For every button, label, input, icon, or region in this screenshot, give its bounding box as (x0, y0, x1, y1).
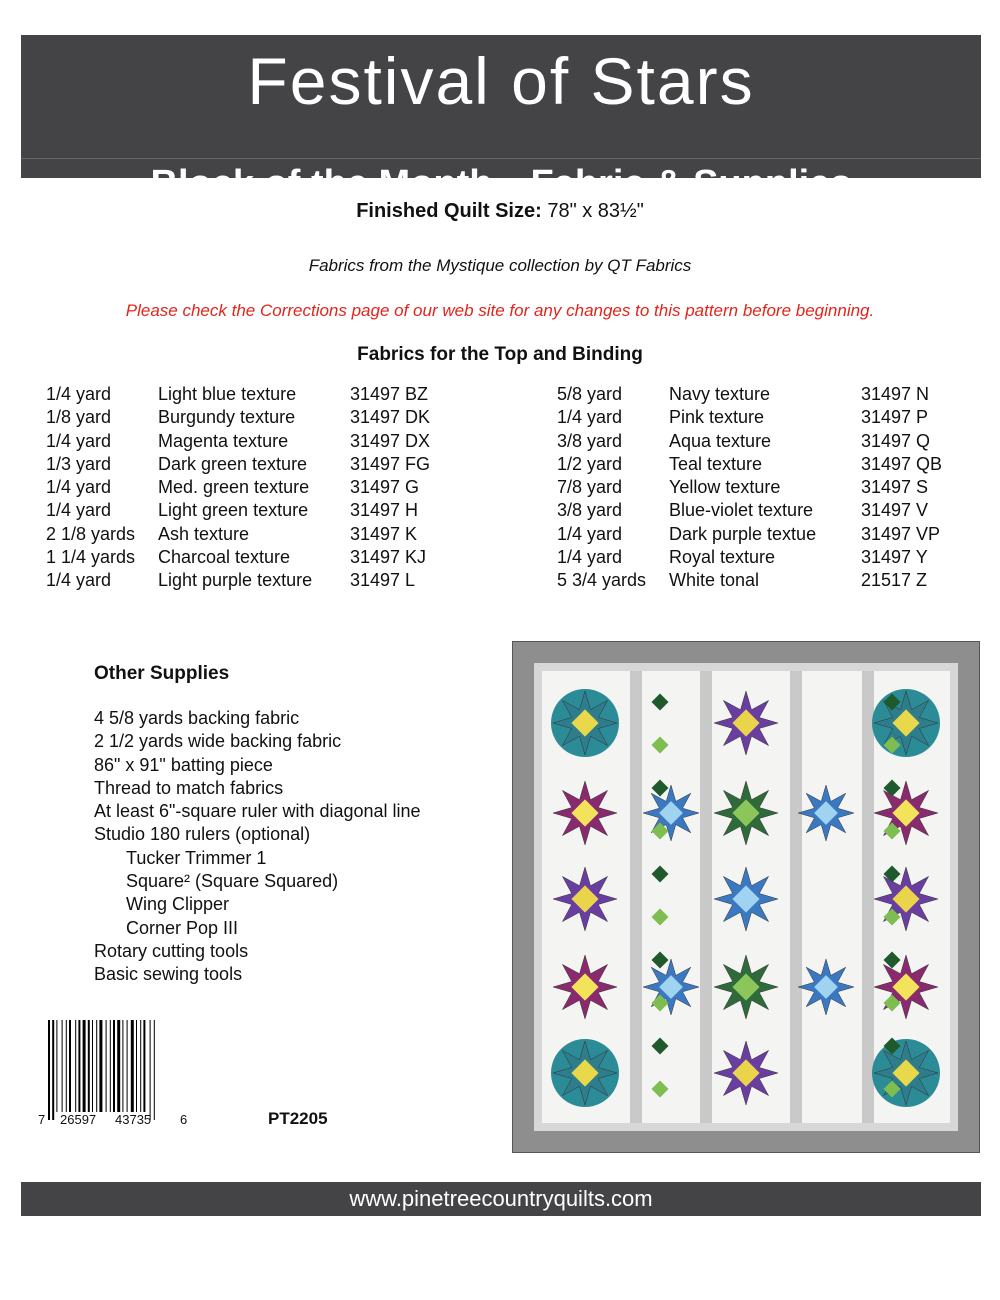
fabric-qty: 5/8 yard (557, 384, 623, 404)
barcode-bar (78, 1020, 80, 1112)
barcode-bar (52, 1020, 54, 1120)
fabric-qty: 1/4 yard (557, 547, 623, 568)
fabric-qty: 1/4 yard (46, 570, 112, 591)
fabric-row (557, 547, 987, 570)
quilt-image (512, 641, 980, 1153)
fabric-name: Yellow texture (669, 477, 781, 498)
fabric-row (46, 454, 476, 477)
fabric-name: Dark green texture (158, 453, 308, 474)
barcode-bar (83, 1020, 86, 1112)
fabric-name: Light blue texture (158, 384, 297, 404)
barcode-bar (48, 1020, 50, 1120)
fabric-row (557, 407, 987, 430)
fabric-qty: 1/4 yard (46, 430, 112, 451)
barcode-bar (131, 1020, 134, 1112)
fabric-code: 31497 N (861, 384, 930, 404)
fabric-qty: 1/4 yard (557, 523, 623, 544)
supply-item: Tucker Trimmer 1 (126, 847, 267, 868)
fabric-name: Med. green texture (158, 477, 310, 498)
fabric-code: 31497 DX (350, 430, 431, 451)
fabric-name: Royal texture (669, 547, 776, 568)
fabric-qty: 1/4 yard (46, 500, 112, 521)
quilt-sashing (862, 671, 874, 1123)
supply-item: Square² (Square Squared) (126, 871, 339, 892)
fabric-name: Navy texture (669, 384, 771, 404)
supplies-heading: Other Supplies (94, 663, 230, 684)
fabric-qty: 3/8 yard (557, 500, 623, 521)
fabric-name: Burgundy texture (158, 407, 296, 428)
fabric-list-left (46, 384, 476, 594)
fabric-code: 21517 Z (861, 570, 928, 591)
supply-item: Rotary cutting tools (94, 940, 249, 961)
supply-item: Corner Pop III (126, 917, 239, 938)
fabric-code: 31497 L (350, 570, 416, 591)
corrections-note: Please check the Corrections page of our web site for any changes to this pattern before beginning. (125, 301, 875, 320)
fabric-code: 31497 G (350, 477, 420, 498)
supply-item: 4 5/8 yards backing fabric (94, 708, 300, 728)
quilt-sashing (630, 671, 642, 1123)
collection-note: Fabrics from the Mystique collection by QT Fabrics (308, 256, 692, 275)
fabric-qty: 1/4 yard (557, 407, 623, 428)
barcode-digit-group: 7 (38, 1112, 46, 1127)
finished-size-value: 78" x 83½" (541, 200, 644, 222)
supply-item: 2 1/2 yards wide backing fabric (94, 731, 342, 752)
fabric-name: Blue-violet texture (669, 500, 814, 521)
barcode-bar (136, 1020, 137, 1112)
fabric-name: Light green texture (158, 500, 309, 521)
fabric-row (557, 500, 987, 523)
fabric-code: 31497 FG (350, 453, 431, 474)
website-link[interactable]: www.pinetreecountryquilts.com (349, 1186, 653, 1211)
barcode-digit-group: 26597 (60, 1112, 97, 1127)
fabric-qty: 7/8 yard (557, 477, 623, 498)
page-title: Festival of Stars (247, 44, 755, 118)
barcode-bar (92, 1020, 93, 1112)
supply-item: Wing Clipper (126, 894, 230, 915)
fabric-row (557, 454, 987, 477)
fabric-name: Pink texture (669, 407, 765, 428)
fabric-row (557, 384, 987, 407)
fabric-name: Dark purple textue (669, 523, 817, 544)
fabric-qty: 1/3 yard (46, 453, 112, 474)
supply-item: Thread to match fabrics (94, 777, 284, 798)
fabric-row (46, 547, 476, 570)
fabric-qty: 1/8 yard (46, 407, 112, 428)
fabric-qty: 1/4 yard (46, 477, 112, 498)
supply-item: Studio 180 rulers (optional) (94, 824, 311, 845)
fabric-name: Magenta texture (158, 430, 289, 451)
fabric-row (46, 500, 476, 523)
fabric-code: 31497 K (350, 523, 418, 544)
barcode-digit-group: 6 (180, 1112, 188, 1127)
fabric-name: Aqua texture (669, 430, 772, 451)
barcode-bar (117, 1020, 120, 1112)
barcode-bar (66, 1020, 67, 1112)
fabric-code: 31497 BZ (350, 384, 429, 404)
fabric-row (46, 477, 476, 500)
barcode-bar (99, 1020, 102, 1112)
fabric-qty: 3/8 yard (557, 430, 623, 451)
barcode-digit-group: 43735 (115, 1112, 152, 1127)
page-subtitle: Block of the Month—Fabric & Supplies (150, 163, 852, 205)
supplies-list (94, 708, 421, 988)
fabric-code: 31497 QB (861, 453, 943, 474)
fabric-qty: 5 3/4 yards (557, 570, 647, 591)
fabric-code: 31497 S (861, 477, 929, 498)
fabric-row (46, 384, 476, 407)
footer-bar (21, 1182, 981, 1216)
fabric-row (46, 524, 476, 547)
barcode-bar (127, 1020, 128, 1112)
barcode-bar (75, 1020, 76, 1112)
fabric-row (46, 570, 476, 593)
banner-divider (21, 158, 981, 159)
barcode-bar (88, 1020, 90, 1112)
barcode-bar (96, 1020, 97, 1112)
barcode-bar (56, 1020, 57, 1112)
fabric-code: 31497 VP (861, 523, 941, 544)
quilt-sashing (790, 671, 802, 1123)
fabric-name: Teal texture (669, 453, 763, 474)
product-code: PT2205 (268, 1109, 328, 1128)
barcode-bar (110, 1020, 111, 1112)
fabric-qty: 1/2 yard (557, 453, 623, 474)
barcode-bar (62, 1020, 63, 1112)
fabric-code: 31497 DK (350, 407, 431, 428)
supply-item: At least 6"-square ruler with diagonal line (94, 801, 421, 822)
fabric-row (557, 570, 987, 593)
fabrics-heading: Fabrics for the Top and Binding (357, 344, 643, 365)
barcode-bar (150, 1020, 151, 1120)
fabric-qty: 2 1/8 yards (46, 523, 136, 544)
fabric-code: 31497 H (350, 500, 419, 521)
barcode-bar (113, 1020, 115, 1112)
barcode-bar (106, 1020, 107, 1112)
finished-size-label: Finished Quilt Size: (356, 200, 542, 222)
barcode-bar (69, 1020, 71, 1112)
fabric-name: Charcoal texture (158, 547, 291, 568)
fabric-qty: 1 1/4 yards (46, 547, 136, 568)
fabric-row (46, 431, 476, 454)
title-banner (21, 35, 981, 205)
supply-item: 86" x 91" batting piece (94, 754, 273, 775)
fabric-row (557, 477, 987, 500)
fabric-list-right (557, 384, 987, 594)
barcode-bar (122, 1020, 123, 1112)
fabric-name: Ash texture (158, 523, 250, 544)
fabric-row (46, 407, 476, 430)
fabric-code: 31497 Y (861, 547, 928, 568)
fabric-row (557, 524, 987, 547)
fabric-name: White tonal (669, 570, 760, 591)
fabric-code: 31497 Q (861, 430, 931, 451)
fabric-row (557, 431, 987, 454)
fabric-qty: 1/4 yard (46, 384, 112, 404)
fabric-name: Light purple texture (158, 570, 313, 591)
barcode-bar (140, 1020, 141, 1112)
fabric-code: 31497 KJ (350, 547, 427, 568)
supply-item: Basic sewing tools (94, 964, 243, 985)
fabric-code: 31497 V (861, 500, 929, 521)
barcode-bar (154, 1020, 155, 1120)
fabric-code: 31497 P (861, 407, 929, 428)
quilt-sashing (700, 671, 712, 1123)
barcode-bar (143, 1020, 145, 1112)
finished-size-line (0, 200, 1000, 223)
